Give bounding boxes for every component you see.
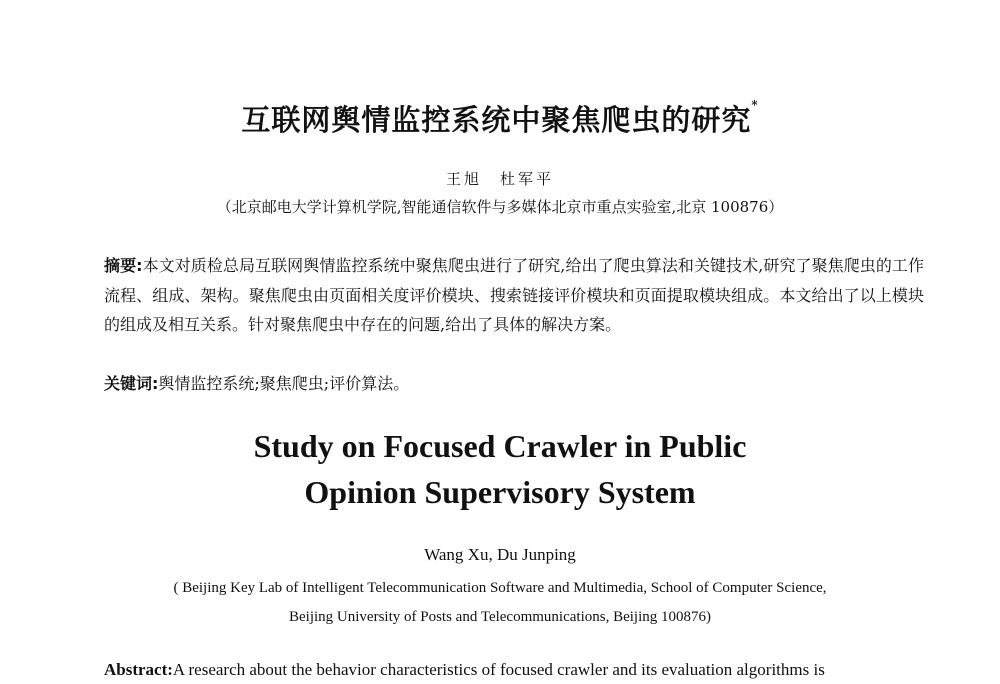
chinese-authors: 王旭 杜军平 (445, 170, 554, 188)
english-affiliation (0, 574, 1000, 632)
chinese-abstract-label: 摘要: (104, 256, 143, 275)
chinese-title-text: 互联网舆情监控系统中聚焦爬虫的研究 (241, 103, 752, 137)
chinese-abstract-text: 本文对质检总局互联网舆情监控系统中聚焦爬虫进行了研究,给出了爬虫算法和关键技术,研究了聚焦爬虫的工作流程、组成、架构。聚焦爬虫由页面相关度评价模块、搜索链接评价模块和页面提取模块组成。本文给出了以上模块的组成及相互关系。针对聚焦爬虫中存在的问题,给出了具体的解决方案。 (104, 256, 924, 334)
english-title (0, 423, 1000, 515)
chinese-keywords-text: 舆情监控系统;聚焦爬虫;评价算法。 (158, 374, 410, 393)
title-footnote-mark: * (751, 98, 759, 112)
english-abstract (104, 660, 934, 680)
chinese-keywords-label: 关键词: (104, 374, 159, 393)
english-abstract-label: Abstract: (104, 660, 173, 679)
english-abstract-text: A research about the behavior characteristics of focused crawler and its evaluation algorithms is (172, 660, 825, 679)
english-affiliation-line-2: Beijing University of Posts and Telecommunications, Beijing 100876) (289, 609, 711, 625)
english-authors: Wang Xu, Du Junping (424, 545, 576, 564)
english-title-line-2: Opinion Supervisory System (304, 474, 696, 510)
english-title-line-1: Study on Focused Crawler in Public (253, 428, 747, 464)
chinese-affiliation: （北京邮电大学计算机学院,智能通信软件与多媒体北京市重点实验室,北京 100876） (216, 198, 784, 216)
chinese-keywords (104, 369, 924, 399)
english-affiliation-line-1: ( Beijing Key Lab of Intelligent Telecommunication Software and Multimedia, School of Computer Science, (173, 580, 827, 596)
chinese-abstract (104, 251, 924, 340)
chinese-title (0, 98, 1000, 139)
